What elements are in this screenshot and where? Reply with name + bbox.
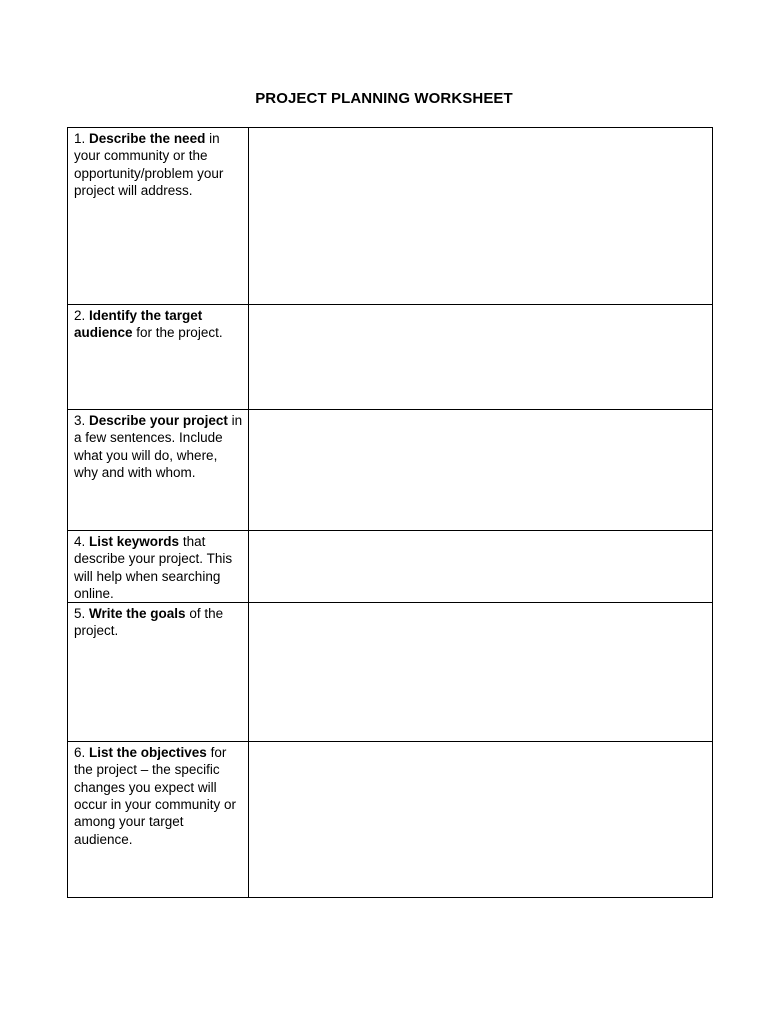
prompt-number: 3. [74,413,86,428]
worksheet-table [67,127,713,898]
prompt-number: 5. [74,606,86,622]
answer-cell-need[interactable] [249,128,713,305]
table-row [68,128,713,305]
prompt-cell-audience [68,305,249,410]
prompt-text: of the project. [74,606,224,639]
table-row [68,531,713,603]
prompt-cell-keywords [68,531,249,603]
prompt-cell-need [68,128,249,305]
answer-cell-keywords[interactable] [249,531,713,603]
table-row [68,742,713,898]
prompt-number: 2. [74,308,86,323]
prompt-bold: List keywords [89,534,180,549]
prompt-cell-objectives [68,742,249,898]
prompt-bold: Write the goals [89,606,186,622]
prompt-number: 6. [74,745,86,761]
answer-cell-objectives[interactable] [249,742,713,898]
table-row [68,603,713,742]
table-row [68,410,713,531]
prompt-bold: Describe the need [89,131,206,146]
prompt-text: in your community or the opportunity/problem your project will address. [74,131,224,198]
answer-cell-project[interactable] [249,410,713,531]
prompt-text: for the project. [132,325,223,341]
table-row [68,305,713,410]
prompt-text: in a few sentences. Include what you will do, where, why and with whom. [74,413,243,480]
prompt-text: for the project – the specific changes you expect will occur in your community or among your target audience. [74,745,237,847]
prompt-bold: List the objectives [89,745,207,761]
page-title: PROJECT PLANNING WORKSHEET [255,90,513,107]
answer-cell-goals[interactable] [249,603,713,742]
prompt-cell-project [68,410,249,531]
answer-cell-audience[interactable] [249,305,713,410]
prompt-bold: Describe your project [89,413,228,428]
prompt-text: that describe your project. This will help when searching online. [74,534,233,601]
prompt-number: 1. [74,131,86,146]
prompt-bold: Identify the target audience [74,308,203,341]
prompt-number: 4. [74,534,86,549]
prompt-cell-goals [68,603,249,742]
